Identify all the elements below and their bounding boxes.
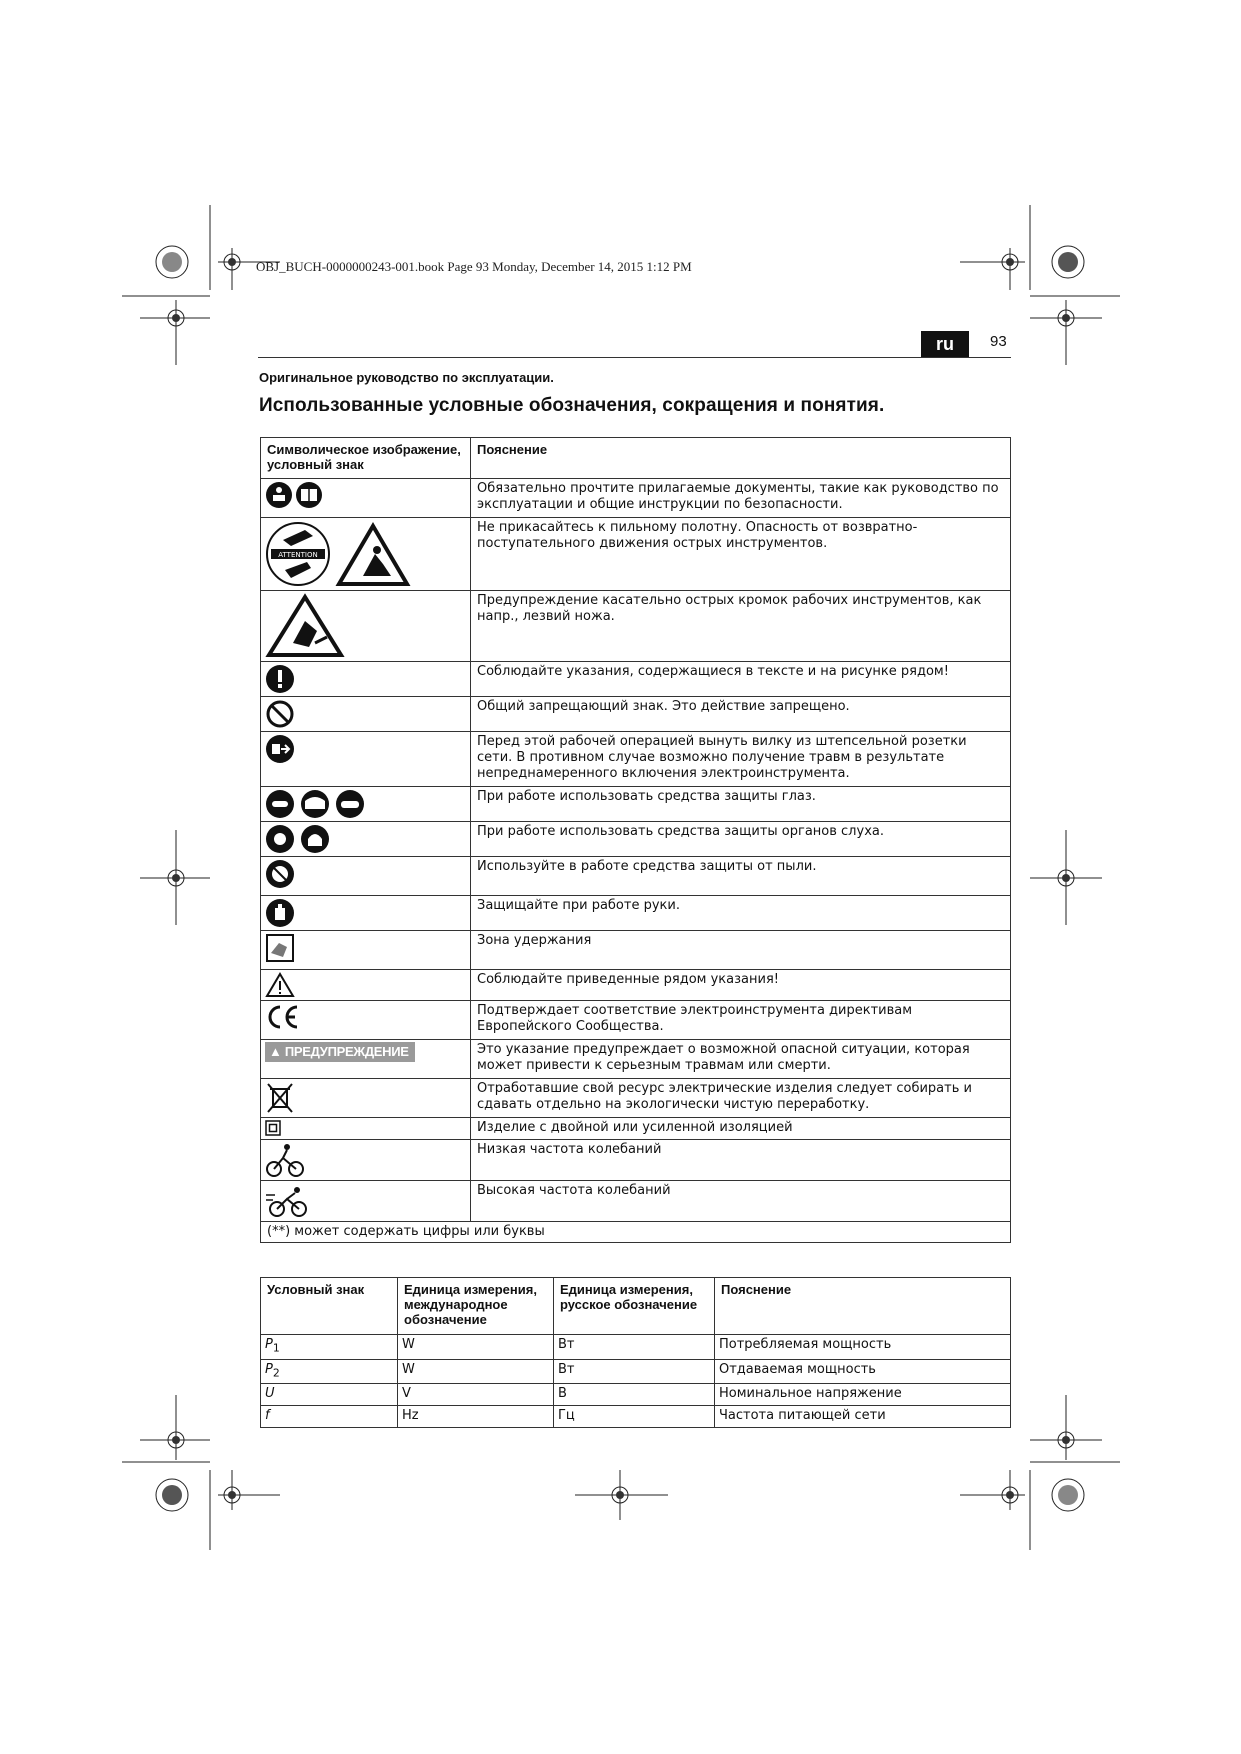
high-vibration-icon [265, 1183, 309, 1219]
book-header-line: OBJ_BUCH-0000000243-001.book Page 93 Monday, December 14, 2015 1:12 PM [256, 259, 692, 274]
table-row [261, 1335, 1011, 1360]
unit-symbol: P [265, 1361, 273, 1377]
list-item: Низкая частота колебаний [471, 1139, 1011, 1180]
list-item: Обязательно прочтите прилагаемые документы, такие как руководство по эксплуатации и общие инструкции по безопасности. [471, 479, 1011, 518]
eye-protection-icons [265, 789, 365, 819]
table-row [261, 1139, 1011, 1180]
list-item: Высокая частота колебаний [471, 1180, 1011, 1221]
table-row [261, 822, 1011, 857]
column-header-explanation: Пояснение [471, 438, 1011, 479]
unit-explanation: Номинальное напряжение [715, 1384, 1011, 1406]
column-header-symbol: Символическое изображение, условный знак [261, 438, 471, 479]
unit-symbol: U [265, 1386, 275, 1402]
column-header-explanation: Пояснение [715, 1278, 1011, 1335]
dust-mask-icon [265, 859, 295, 889]
ru-unit: В [554, 1384, 715, 1406]
units-table [260, 1277, 1011, 1428]
table-row [261, 1118, 1011, 1140]
sharp-edges-warning-icon [265, 593, 345, 659]
table-row [261, 1406, 1011, 1428]
list-item: При работе использовать средства защиты органов слуха. [471, 822, 1011, 857]
warning-banner-label: ПРЕДУПРЕЖДЕНИЕ [284, 1044, 409, 1059]
unit-explanation: Частота питающей сети [715, 1406, 1011, 1428]
unit-symbol: f [265, 1408, 270, 1424]
page-number: 93 [990, 333, 1007, 350]
unit-symbol-subscript: 1 [272, 1341, 280, 1355]
symbols-table [260, 437, 1011, 1243]
table-header-row [261, 1278, 1011, 1335]
double-insulation-icon [265, 1120, 281, 1136]
table-row [261, 857, 1011, 896]
read-documents-icons [265, 481, 335, 509]
intl-unit: V [398, 1384, 554, 1406]
intl-unit: W [398, 1359, 554, 1384]
warning-triangle-icon [265, 972, 295, 998]
table-row [261, 1040, 1011, 1079]
table-row [261, 697, 1011, 732]
column-header-symbol: Условный знак [261, 1278, 398, 1335]
weee-bin-icon [265, 1081, 295, 1115]
prohibition-icon [265, 699, 295, 729]
unit-explanation: Потребляемая мощность [715, 1335, 1011, 1360]
list-item: Используйте в работе средства защиты от пыли. [471, 857, 1011, 896]
warning-banner: ▲ ПРЕДУПРЕЖДЕНИЕ [265, 1042, 415, 1062]
grip-zone-icon [265, 933, 295, 963]
list-item: Зона удержания [471, 931, 1011, 970]
table-row [261, 662, 1011, 697]
page-title: Использованные условные обозначения, сокращения и понятия. [259, 395, 885, 416]
list-item: Предупреждение касательно острых кромок рабочих инструментов, как напр., лезвий ножа. [471, 591, 1011, 662]
list-item: Отработавшие свой ресурс электрические изделия следует собирать и сдавать отдельно на экологически чистую переработку. [471, 1079, 1011, 1118]
table-row [261, 518, 1011, 591]
column-header-ru-unit: Единица измерения, русское обозначение [554, 1278, 715, 1335]
table-row [261, 896, 1011, 931]
unit-symbol-subscript: 2 [272, 1366, 280, 1380]
list-item: Общий запрещающий знак. Это действие запрещено. [471, 697, 1011, 732]
table-row [261, 1079, 1011, 1118]
unit-symbol: P [265, 1337, 273, 1352]
list-item: Перед этой рабочей операцией вынуть вилку из штепсельной розетки сети. В противном случае возможно получение травм в результате непреднамеренного включения электроинструмента. [471, 732, 1011, 787]
language-badge: ru [921, 331, 969, 357]
svg-text:ATTENTION: ATTENTION [278, 551, 318, 559]
attention-saw-blade-icons [265, 520, 415, 588]
intl-unit: W [398, 1335, 554, 1360]
table-row [261, 479, 1011, 518]
table-footnote: (**) может содержать цифры или буквы [261, 1221, 1011, 1242]
column-header-intl-unit: Единица измерения, международное обозначение [398, 1278, 554, 1335]
table-header-row [261, 438, 1011, 479]
list-item: Подтверждает соответствие электроинструмента директивам Европейского Сообщества. [471, 1001, 1011, 1040]
table-footnote-row [261, 1221, 1011, 1242]
table-row [261, 970, 1011, 1001]
ru-unit: Гц [554, 1406, 715, 1428]
table-row [261, 732, 1011, 787]
table-row [261, 1180, 1011, 1221]
exclamation-mandatory-icon [265, 664, 295, 694]
ru-unit: Вт [554, 1359, 715, 1384]
list-item: Соблюдайте указания, содержащиеся в тексте и на рисунке рядом! [471, 662, 1011, 697]
gloves-icon [265, 898, 295, 928]
low-vibration-icon [265, 1142, 305, 1178]
table-row [261, 1001, 1011, 1040]
list-item: Защищайте при работе руки. [471, 896, 1011, 931]
unplug-icon [265, 734, 295, 764]
ru-unit: Вт [554, 1335, 715, 1360]
list-item: Изделие с двойной или усиленной изоляцией [471, 1118, 1011, 1140]
header-rule [258, 357, 1011, 358]
ce-mark-icon [265, 1003, 301, 1031]
unit-explanation: Отдаваемая мощность [715, 1359, 1011, 1384]
table-row [261, 591, 1011, 662]
intl-unit: Hz [398, 1406, 554, 1428]
table-row [261, 931, 1011, 970]
list-item: Это указание предупреждает о возможной опасной ситуации, которая может привести к серьезным травмам или смерти. [471, 1040, 1011, 1079]
list-item: При работе использовать средства защиты глаз. [471, 787, 1011, 822]
list-item: Не прикасайтесь к пильному полотну. Опасность от возвратно-поступательного движения острых инструментов. [471, 518, 1011, 591]
document-subtitle: Оригинальное руководство по эксплуатации. [259, 370, 554, 385]
table-row [261, 1359, 1011, 1384]
table-row [261, 787, 1011, 822]
table-row [261, 1384, 1011, 1406]
ear-protection-icons [265, 824, 331, 854]
list-item: Соблюдайте приведенные рядом указания! [471, 970, 1011, 1001]
